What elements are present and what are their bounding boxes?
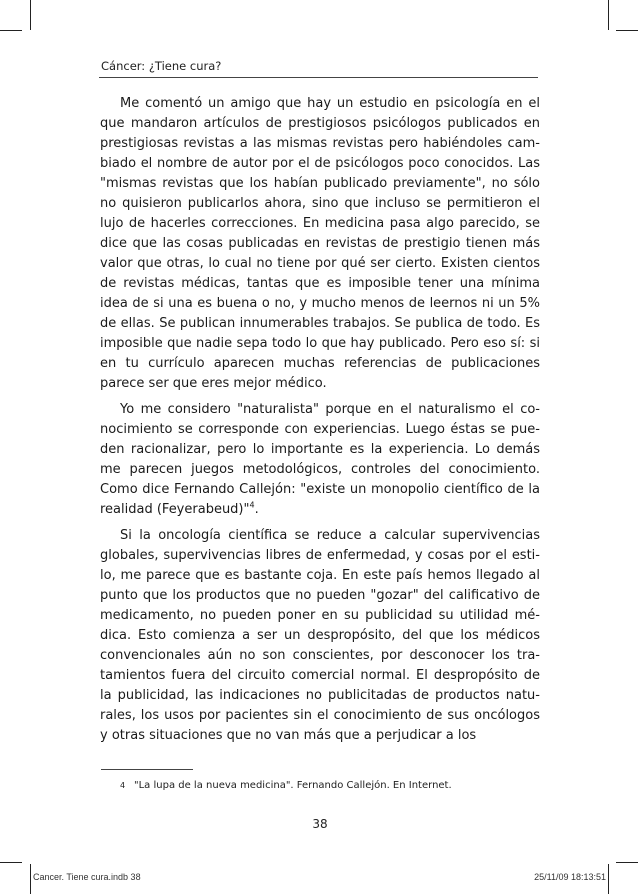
crop-mark	[616, 862, 638, 863]
crop-mark	[616, 30, 638, 31]
header-rule	[99, 77, 538, 78]
crop-mark	[0, 30, 22, 31]
paragraph-text: Yo me considero "naturalista" porque en el naturalismo el conocimiento se corresponde con experiencias. Luego éstas se pueden racionalizar, pero lo importante es la experiencia. Lo demás me parecen juegos metodológicos, controles del conocimiento. Como dice Fernando Callejón: "existe un monopolio científico de la realidad (Feyerabeud)"	[100, 402, 540, 517]
body-text	[100, 94, 540, 746]
footnote-reference: 4	[249, 500, 255, 510]
paragraph: Si la oncología científica se reduce a calcular supervivencias globales, supervivencias libres de enfermedad, y cosas por el estilo, me parece que es bastante coja. En este país hemos llegado al punto que los productos que no pueden "gozar" del calificativo de medicamento, no pueden poner en su publicidad su utilidad médica. Esto comienza a ser un despropósito, del que los médicos convencionales aún no son conscientes, por desconocer los tratamientos fuera del circuito comercial normal. El despropósito de la publicidad, las indicaciones no publicitadas de productos naturales, los usos por pacientes sin el conocimiento de sus oncólogos y otras situaciones que no van más que a perjudicar a los	[100, 528, 540, 743]
footnote	[120, 779, 540, 793]
page-number: 38	[312, 817, 328, 831]
slug-file: Cancer. Tiene cura.indb 38	[33, 872, 141, 882]
footnote-rule	[101, 769, 193, 770]
crop-mark	[0, 862, 22, 863]
paragraph	[100, 400, 540, 520]
paragraph-tail: .	[254, 502, 259, 517]
crop-mark	[608, 0, 609, 30]
footnote-text: "La lupa de la nueva medicina". Fernando Callejón. En Internet.	[134, 780, 452, 791]
running-head: Cáncer: ¿Tiene cura?	[101, 59, 222, 73]
footnote-number: 4	[120, 781, 126, 790]
slug-datetime: 25/11/09 18:13:51	[534, 872, 606, 882]
crop-mark	[30, 0, 31, 30]
paragraph: Me comentó un amigo que hay un estudio en psicología en el que mandaron artículos de prestigiosos psicólogos publicados en prestigiosas revistas a las mismas revistas pero habiéndoles cambiado el nombre de autor por el de psicólogos poco conocidos. Las "mismas revistas que los habían publicado previamente", no sólo no quisieron publicarlos ahora, sino que incluso se permitieron el lujo de hacerles correcciones. En medicina pasa algo parecido, se dice que las cosas publicadas en revistas de prestigio tienen más valor que otras, lo cual no tiene por qué ser cierto. Existen cientos de revistas médicas, tantas que es imposible tener una mínima idea de si una es buena o no, y mucho menos de leernos ni un 5% de ellas. Se publican innumerables trabajos. Se publica de todo. Es imposible que nadie sepa todo lo que hay publicado. Pero eso sí: si en tu currículo aparecen muchas referencias de publicaciones parece ser que eres mejor médico.	[100, 96, 540, 391]
crop-mark	[30, 864, 31, 894]
crop-mark	[608, 864, 609, 894]
